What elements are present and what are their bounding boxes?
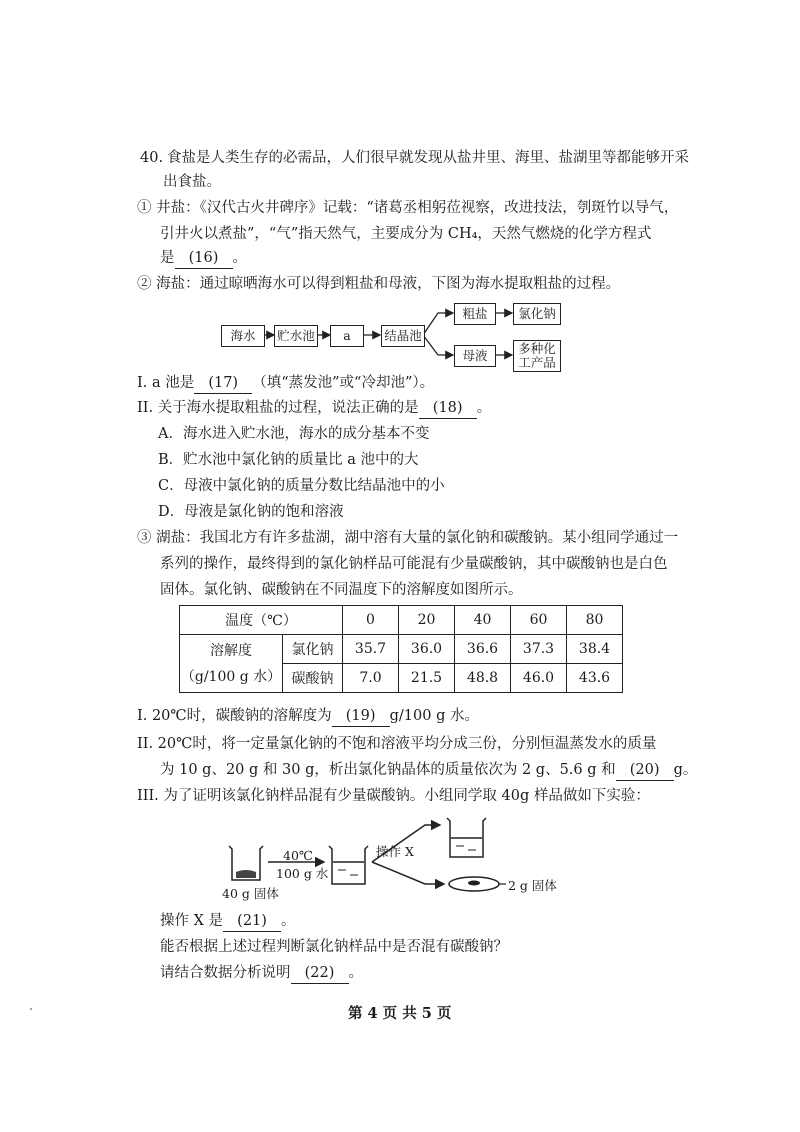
part2-q2: II. 关于海水提取粗盐的过程，说法正确的是 (18) 。 <box>137 398 491 419</box>
table-cell: 36.0 <box>399 635 455 664</box>
flow-mother-liquor: 母液 <box>454 345 496 367</box>
answer-blank-16[interactable]: (16) <box>175 248 233 269</box>
option-d: D．母液是氯化钠的饱和溶液 <box>158 504 344 520</box>
option-a: A．海水进入贮水池，海水的成分基本不变 <box>158 426 430 442</box>
table-cell: 36.6 <box>455 635 511 664</box>
exp-condition-water: 100 g 水 <box>276 866 329 881</box>
exp-result-label: 2 g 固体 <box>508 878 557 893</box>
part1-line2: 引井火以煮盐”，“气”指天然气，主要成分为 CH₄，天然气燃烧的化学方程式 <box>160 226 652 242</box>
option-c: C．母液中氯化钠的质量分数比结晶池中的小 <box>158 478 445 494</box>
answer-blank-17[interactable]: (17) <box>194 373 252 394</box>
table-cell: 43.6 <box>567 664 623 693</box>
flow-crude-salt: 粗盐 <box>454 303 496 325</box>
table-cell: 38.4 <box>567 635 623 664</box>
question-intro-line1: 食盐是人类生存的必需品，人们很早就发现从盐井里、海里、盐湖里等都能够开采 <box>167 150 689 166</box>
part3-qII-line1: II. 20℃时，将一定量氯化钠的不饱和溶液平均分成三份，分别恒温蒸发水的质量 <box>137 736 657 752</box>
exp-sample-label: 40 g 固体 <box>222 886 279 901</box>
exp-condition-temp: 40℃ <box>283 848 313 863</box>
table-temp-header: 温度（℃） <box>180 606 343 635</box>
part3-line3: 固体。氯化钠、碳酸钠在不同温度下的溶解度如图所示。 <box>160 582 523 598</box>
table-temp: 20 <box>399 606 455 635</box>
flow-crystallizer: 结晶池 <box>381 325 425 347</box>
answer-blank-18[interactable]: (18) <box>419 398 477 419</box>
table-temp: 80 <box>567 606 623 635</box>
part1-line3: 是 (16) 。 <box>160 248 247 269</box>
part3-qI: I. 20℃时，碳酸钠的溶解度为 (19) g/100 g 水。 <box>137 706 479 727</box>
part3-line1: ③ 湖盐：我国北方有许多盐湖，湖中溶有大量的氯化钠和碳酸钠。某小组同学通过一 <box>137 530 679 546</box>
part3-line2: 系列的操作，最终得到的氯化钠样品可能混有少量碳酸钠，其中碳酸钠也是白色 <box>160 556 668 572</box>
flow-pool-a: a <box>330 325 364 347</box>
answer-blank-22[interactable]: (22) <box>291 963 349 984</box>
flow-reservoir: 贮水池 <box>274 325 318 347</box>
judge-question: 能否根据上述过程判断氯化钠样品中是否混有碳酸钠？ <box>160 939 508 955</box>
table-temp: 0 <box>343 606 399 635</box>
answer-blank-20[interactable]: (20) <box>616 760 674 781</box>
table-solubility-label: 溶解度 （g/100 g 水） <box>180 635 283 693</box>
question-number: 40. <box>140 150 164 166</box>
table-cell: 35.7 <box>343 635 399 664</box>
part2-intro: ② 海盐：通过晾晒海水可以得到粗盐和母液，下图为海水提取粗盐的过程。 <box>137 276 621 292</box>
table-row-name: 碳酸钠 <box>283 664 343 693</box>
part3-qIII: III. 为了证明该氯化钠样品混有少量碳酸钠。小组同学取 40g 样品做如下实验： <box>137 788 650 804</box>
table-cell: 46.0 <box>511 664 567 693</box>
part2-q1: I. a 池是 (17) （填“蒸发池”或“冷却池”）。 <box>137 373 434 394</box>
table-temp: 60 <box>511 606 567 635</box>
table-temp: 40 <box>455 606 511 635</box>
part1-line1: ① 井盐：《汉代古火井碑序》记载：“诸葛丞相躬莅视察，改进技法，刳斑竹以导气， <box>137 200 679 216</box>
part3-qII-line2: 为 10 g、20 g 和 30 g，析出氯化钠晶体的质量依次为 2 g、5.6 g 和 (20) g。 <box>160 760 697 781</box>
table-cell: 37.3 <box>511 635 567 664</box>
table-cell: 48.8 <box>455 664 511 693</box>
page-footer: 第 4 页 共 5 页 <box>348 1005 452 1022</box>
table-cell: 21.5 <box>399 664 455 693</box>
beaker-solution <box>329 846 368 884</box>
answer-blank-21[interactable]: (21) <box>223 911 281 932</box>
flow-seawater: 海水 <box>221 325 265 347</box>
exp-operation-x: 操作 X <box>376 844 414 859</box>
flow-nacl: 氯化钠 <box>513 303 561 325</box>
question-intro-line2: 出食盐。 <box>163 174 221 190</box>
explain-question: 请结合数据分析说明 (22) 。 <box>160 963 363 984</box>
operation-x-question: 操作 X 是 (21) 。 <box>160 911 296 932</box>
table-cell: 7.0 <box>343 664 399 693</box>
arrow-residue <box>372 862 444 884</box>
answer-blank-19[interactable]: (19) <box>332 706 390 727</box>
flow-chemical-products: 多种化 工产品 <box>513 340 561 372</box>
scan-speck <box>30 1008 32 1010</box>
option-b: B．贮水池中氯化钠的质量比 a 池中的大 <box>158 452 419 468</box>
table-row-name: 氯化钠 <box>283 635 343 664</box>
